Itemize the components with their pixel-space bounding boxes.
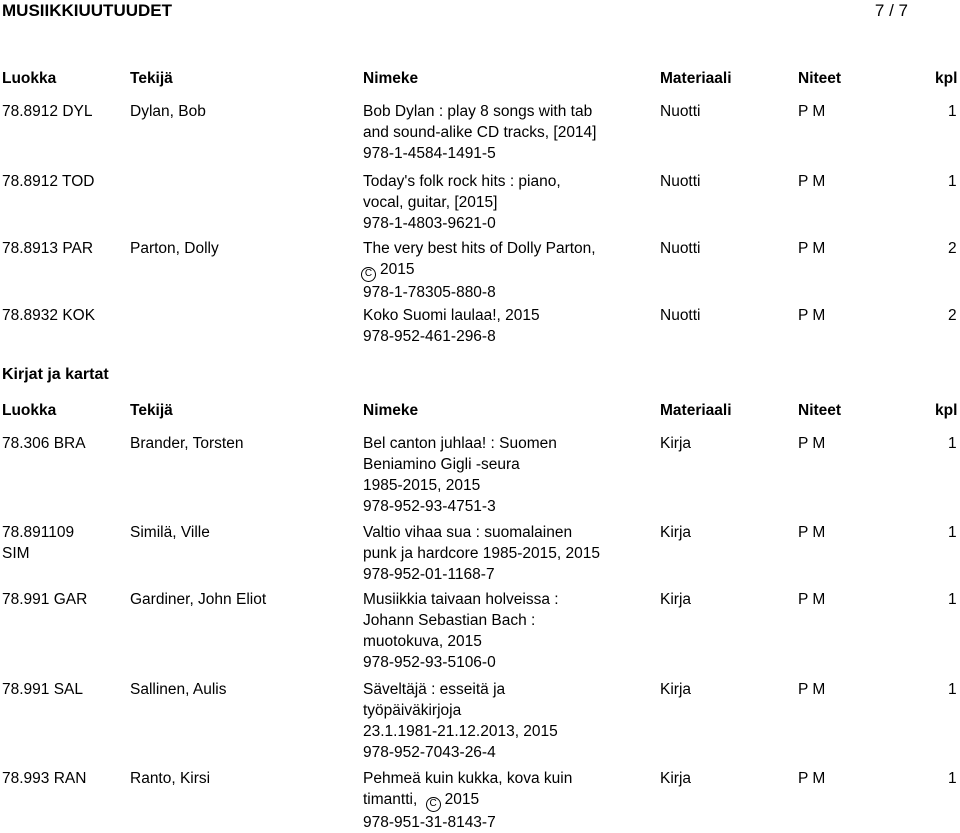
nimeke-line: 978-952-93-5106-0 [363,654,496,671]
col-nimeke: Nimeke [363,70,419,87]
nimeke-line: vocal, guitar, [2015] [363,194,498,211]
cell-luokka: 78.993 RAN [2,770,87,787]
copyright-icon: C [426,797,441,812]
col-materiaali: Materiaali [660,70,732,87]
cell-kpl: 2 [948,240,957,257]
cell-materiaali: Nuotti [660,173,701,190]
nimeke-line: Säveltäjä : esseitä ja [363,681,506,698]
cell-materiaali: Kirja [660,524,692,541]
cell-kpl: 1 [948,524,957,541]
cell-luokka: 78.991 GAR [2,591,88,608]
nimeke-line: Johann Sebastian Bach : [363,612,536,629]
col-nimeke: Nimeke [363,402,419,419]
nimeke-line: Beniamino Gigli -seura [363,456,520,473]
col-niteet: Niteet [798,70,842,87]
cell-nimeke [363,305,540,347]
cell-kpl: 1 [948,435,957,452]
cell-tekija: Sallinen, Aulis [130,681,227,698]
nimeke-line: 978-951-31-8143-7 [363,814,496,831]
luokka-line: SIM [2,545,30,562]
nimeke-line: 978-1-4803-9621-0 [363,215,496,232]
column-header-row [0,68,960,90]
nimeke-line: Koko Suomi laulaa!, 2015 [363,307,540,324]
nimeke-line: Today's folk rock hits : piano, [363,173,561,190]
cell-luokka: 78.8912 DYL [2,103,93,120]
nimeke-line: timantti, C 2015 [363,789,572,812]
cell-nimeke [363,101,596,164]
cell-niteet: P M [798,770,826,787]
nimeke-line: 978-1-4584-1491-5 [363,145,496,162]
cell-luokka: 78.8912 TOD [2,173,95,190]
cell-luokka: 78.8913 PAR [2,240,94,257]
nimeke-line: punk ja hardcore 1985-2015, 2015 [363,545,600,562]
cell-materiaali: Kirja [660,591,692,608]
cell-kpl: 1 [948,173,957,190]
cell-tekija: Parton, Dolly [130,240,219,257]
cell-kpl: 2 [948,307,957,324]
cell-nimeke [363,433,557,517]
nimeke-line: Pehmeä kuin kukka, kova kuin [363,770,573,787]
nimeke-line: Musiikkia taivaan holveissa : [363,591,559,608]
col-niteet: Niteet [798,402,842,419]
col-luokka: Luokka [2,70,57,87]
nimeke-line: Valtio vihaa sua : suomalainen [363,524,573,541]
nimeke-line: 978-952-7043-26-4 [363,744,496,761]
cell-luokka: 78.991 SAL [2,681,84,698]
cell-kpl: 1 [948,681,957,698]
col-materiaali: Materiaali [660,402,732,419]
cell-niteet: P M [798,435,826,452]
nimeke-line: 978-952-461-296-8 [363,328,496,345]
cell-niteet: P M [798,524,826,541]
col-tekija: Tekijä [130,402,173,419]
cell-luokka: 78.306 BRA [2,435,86,452]
luokka-line: 78.891109 [2,524,75,541]
column-header-row [0,400,960,422]
cell-niteet: P M [798,307,826,324]
nimeke-line: 978-952-01-1168-7 [363,566,495,583]
cell-luokka [2,522,74,564]
nimeke-line: 978-952-93-4751-3 [363,498,496,515]
nimeke-line: C 2015 [361,259,596,282]
cell-nimeke [363,171,561,234]
cell-niteet: P M [798,240,826,257]
col-kpl: kpl [935,70,958,87]
nimeke-line: 978-1-78305-880-8 [363,284,496,301]
cell-materiaali: Kirja [660,435,692,452]
col-kpl: kpl [935,402,958,419]
cell-kpl: 1 [948,103,957,120]
page-number: 7 / 7 [874,1,908,20]
cell-niteet: P M [798,591,826,608]
cell-niteet: P M [798,103,826,120]
nimeke-line: 1985-2015, 2015 [363,477,481,494]
cell-nimeke [363,768,572,833]
col-luokka: Luokka [2,402,57,419]
nimeke-line: muotokuva, 2015 [363,633,482,650]
cell-niteet: P M [798,681,826,698]
cell-tekija: Dylan, Bob [130,103,206,120]
section-title: Kirjat ja kartat [2,366,109,383]
nimeke-line: 23.1.1981-21.12.2013, 2015 [363,723,558,740]
nimeke-line: Bob Dylan : play 8 songs with tab [363,103,593,120]
cell-luokka: 78.8932 KOK [2,307,96,324]
cell-materiaali: Nuotti [660,307,701,324]
nimeke-line: and sound-alike CD tracks, [2014] [363,124,597,141]
cell-kpl: 1 [948,770,957,787]
cell-materiaali: Nuotti [660,240,701,257]
cell-materiaali: Kirja [660,681,692,698]
cell-nimeke [363,589,559,673]
cell-tekija: Similä, Ville [130,524,210,541]
cell-nimeke [363,238,596,303]
page-title: MUSIIKKIUUTUUDET [2,1,172,20]
cell-niteet: P M [798,173,826,190]
col-tekija: Tekijä [130,70,173,87]
cell-tekija: Brander, Torsten [130,435,244,452]
cell-nimeke [363,679,558,763]
cell-kpl: 1 [948,591,957,608]
copyright-icon: C [361,267,376,282]
nimeke-line: Bel canton juhlaa! : Suomen [363,435,557,452]
cell-materiaali: Kirja [660,770,692,787]
cell-tekija: Gardiner, John Eliot [130,591,267,608]
cell-materiaali: Nuotti [660,103,701,120]
cell-nimeke [363,522,600,585]
nimeke-line: The very best hits of Dolly Parton, [363,240,596,257]
nimeke-line: työpäiväkirjoja [363,702,462,719]
cell-tekija: Ranto, Kirsi [130,770,211,787]
